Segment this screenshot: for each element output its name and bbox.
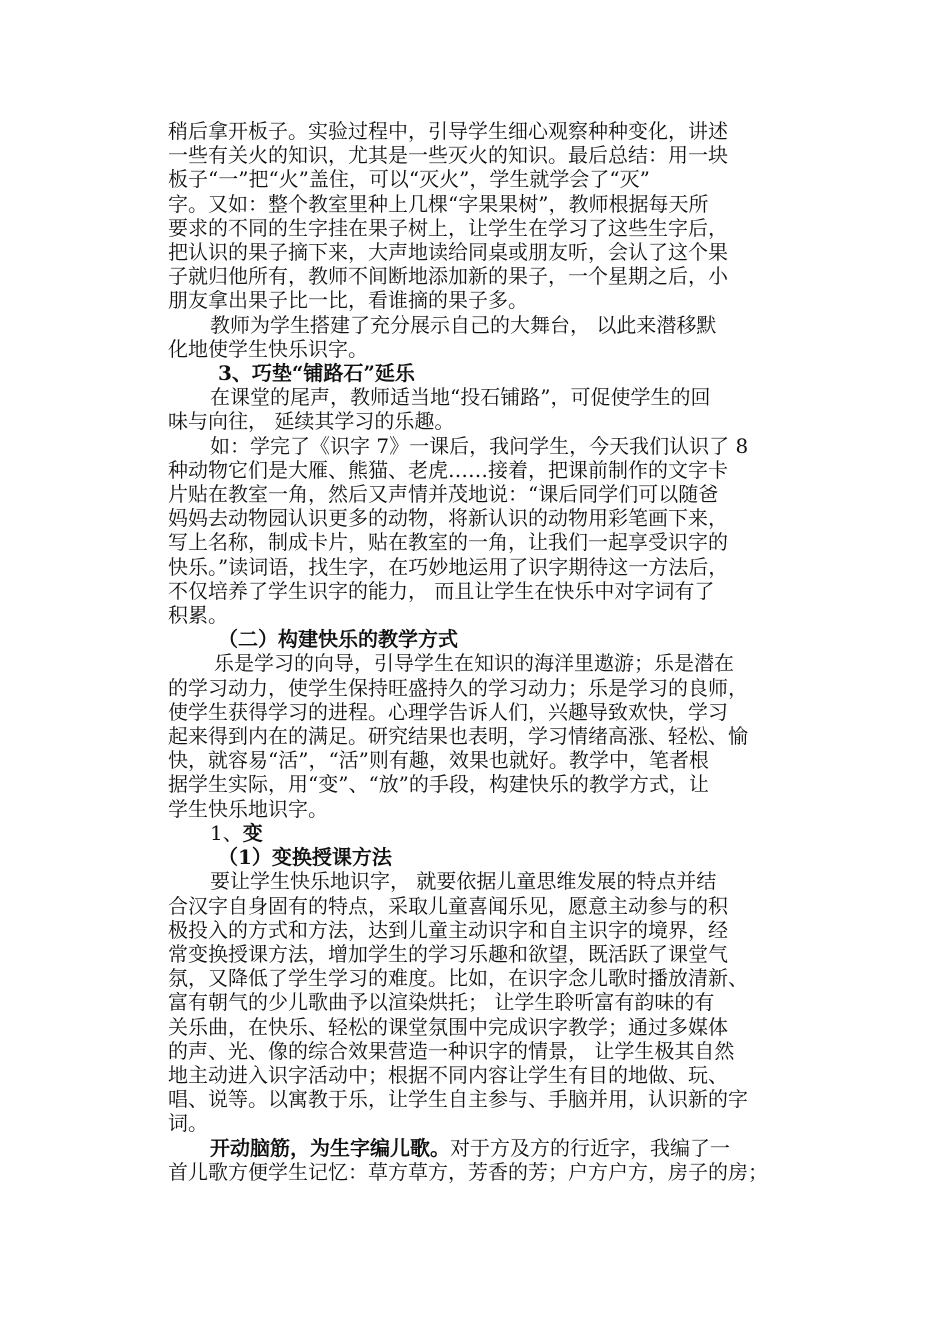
text-line: 把认识的果子摘下来，大声地读给同桌或朋友听，会认了这个果 xyxy=(168,240,728,265)
text-line: 的声、光、像的综合效果营造一种识字的情景， 让学生极其自然 xyxy=(168,1038,735,1063)
bold-lead: 开动脑筋，为生字编儿歌。 xyxy=(210,1135,450,1160)
text-line: 使学生获得学习的进程。心理学告诉人们，兴趣导致欢快，学习 xyxy=(168,699,728,724)
text-line: 词。 xyxy=(168,1111,208,1136)
text-line: 常变换授课方法，增加学生的学习乐趣和欲望，既活跃了课堂气 xyxy=(168,941,728,966)
heading-text: 变 xyxy=(242,820,263,845)
text-line: 如：学完了《识字 7》一课后，我问学生，今天我们认识了 8 xyxy=(210,433,749,458)
text-line: 积累。 xyxy=(168,603,228,628)
text-line: 字。又如：整个教室里种上几棵“字果果树”，教师根据每天所 xyxy=(168,191,709,216)
text-line: 写上名称，制成卡片，贴在教室的一角，让我们一起享受识字的 xyxy=(168,530,728,555)
text-line: 要求的不同的生字挂在果子树上，让学生在学习了这些生字后， xyxy=(168,215,728,240)
text-line: 不仅培养了学生识字的能力， 而且让学生在快乐中对字词有了 xyxy=(168,578,715,603)
text-line: 化地使学生快乐识字。 xyxy=(168,336,368,361)
text-line: 一些有关火的知识，尤其是一些灭火的知识。最后总结：用一块 xyxy=(168,143,728,168)
text-line: 的学习动力，使学生保持旺盛持久的学习动力；乐是学习的良师， xyxy=(168,675,748,700)
text-line: 子就归他所有，教师不间断地添加新的果子，一个星期之后，小 xyxy=(168,264,728,289)
text-line: 起来得到内在的满足。研究结果也表明，学习情绪高涨、轻松、愉 xyxy=(168,724,748,749)
text-line xyxy=(168,1136,798,1160)
text-line: 极投入的方式和方法，达到儿童主动识字和自主识字的境界，经 xyxy=(168,917,728,942)
text-line: 在课堂的尾声，教师适当地“投石铺路”，可促使学生的回 xyxy=(210,385,711,410)
text-line: 朋友拿出果子比一比，看谁摘的果子多。 xyxy=(168,288,528,313)
text-line: 要让学生快乐地识字， 就要依据儿童思维发展的特点并结 xyxy=(210,869,717,894)
text-line: 据学生实际，用“变”、“放”的手段，构建快乐的教学方式，让 xyxy=(168,772,709,797)
text-line: 关乐曲，在快乐、轻松的课堂氛围中完成识字教学；通过多媒体 xyxy=(168,1014,728,1039)
text-line: 教师为学生搭建了充分展示自己的大舞台， 以此来潜移默 xyxy=(210,312,717,337)
text-run: 对于方及方的行近字，我编了一 xyxy=(450,1135,730,1160)
text-line: 氛，又降低了学生学习的难度。比如，在识字念儿歌时播放清新、 xyxy=(168,966,748,991)
text-line: 快乐。”读词语，找生字，在巧妙地运用了识字期待这一方法后， xyxy=(168,554,729,579)
section-heading: 3、巧垫“铺路石”延乐 xyxy=(218,361,415,386)
text-line: 妈妈去动物园认识更多的动物，将新认识的动物用彩笔画下来， xyxy=(168,506,728,531)
text-line: 富有朝气的少儿歌曲予以渲染烘托； 让学生聆听富有韵味的有 xyxy=(168,990,715,1015)
document-page xyxy=(168,119,798,1184)
section-heading: （二）构建快乐的教学方式 xyxy=(218,627,458,652)
text-line: 合汉字自身固有的特点，采取儿童喜闻乐见，愿意主动参与的积 xyxy=(168,893,728,918)
text-line: 味与向往， 延续其学习的乐趣。 xyxy=(168,409,455,434)
text-line: 学生快乐地识字。 xyxy=(168,796,328,821)
text-line: 稍后拿开板子。实验过程中，引导学生细心观察种种变化，讲述 xyxy=(168,119,728,143)
section-heading xyxy=(168,821,798,845)
text-line: 快，就容易“活”，“活”则有趣，效果也就好。教学中，笔者根 xyxy=(168,748,709,773)
text-line: 片贴在教室一角，然后又声情并茂地说：“课后同学们可以随爸 xyxy=(168,482,719,507)
text-line: 乐是学习的向导，引导学生在知识的海洋里遨游；乐是潜在 xyxy=(214,651,734,676)
text-line: 唱、说等。以寓教于乐，让学生自主参与、手脑并用，认识新的字 xyxy=(168,1087,748,1112)
text-line: 地主动进入识字活动中；根据不同内容让学生有目的地做、玩、 xyxy=(168,1062,728,1087)
text-line: 首儿歌方便学生记忆：草方草方，芳香的芳；户方户方，房子的房； xyxy=(168,1159,768,1184)
section-heading: （1）变换授课方法 xyxy=(218,845,392,870)
text-line: 板子“一”把“火”盖住，可以“灭火”，学生就学会了“灭” xyxy=(168,167,650,192)
heading-number: 1、 xyxy=(210,820,243,845)
text-line: 种动物它们是大雁、熊猫、老虎……接着，把课前制作的文字卡 xyxy=(168,457,728,482)
